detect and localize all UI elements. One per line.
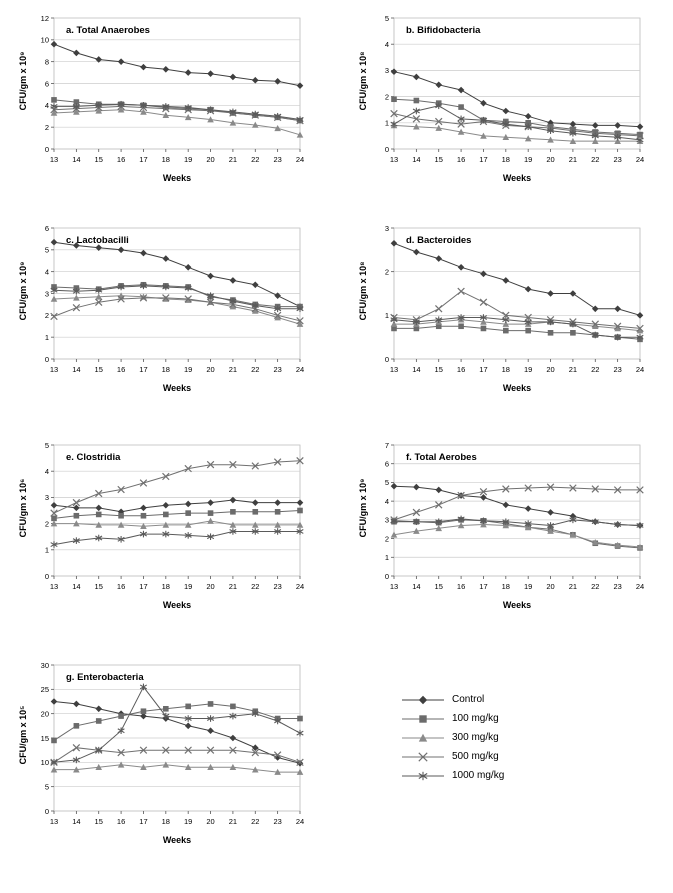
legend-item (400, 747, 504, 766)
legend-label: 100 mg/kg (452, 713, 499, 724)
svg-text:14: 14 (72, 365, 81, 374)
y-axis-label-c: CFU/gm x 10⁹ (18, 261, 28, 320)
svg-text:2: 2 (384, 267, 389, 277)
svg-text:24: 24 (295, 582, 305, 591)
svg-text:24: 24 (635, 582, 645, 591)
svg-text:4: 4 (44, 467, 49, 476)
x-axis-label-c: Weeks (162, 383, 192, 393)
svg-text:4: 4 (44, 267, 49, 277)
svg-text:17: 17 (139, 365, 148, 374)
y-axis-label-f: CFU/gm x 10⁹ (358, 478, 368, 537)
series-point (414, 98, 420, 104)
series-point (391, 96, 397, 102)
svg-text:22: 22 (251, 155, 260, 164)
svg-text:16: 16 (116, 582, 126, 591)
svg-text:21: 21 (228, 365, 238, 374)
svg-text:22: 22 (591, 155, 600, 164)
series-point (163, 706, 169, 712)
chart-title-e: e. Clostridia (66, 452, 121, 463)
svg-text:15: 15 (434, 365, 443, 374)
svg-text:10: 10 (40, 758, 49, 768)
svg-text:5: 5 (44, 440, 49, 450)
series-point (185, 510, 191, 516)
svg-text:1: 1 (384, 553, 389, 563)
svg-text:19: 19 (524, 155, 533, 164)
series-point (230, 704, 236, 710)
svg-text:3: 3 (384, 515, 389, 525)
chart-panel-d (348, 218, 648, 417)
svg-text:4: 4 (44, 101, 49, 111)
series-point (503, 328, 509, 334)
svg-text:17: 17 (139, 817, 148, 826)
svg-text:15: 15 (94, 155, 103, 164)
y-axis-label-a: CFU/gm x 10⁹ (18, 51, 28, 110)
svg-text:0: 0 (384, 354, 389, 364)
svg-text:23: 23 (613, 582, 622, 591)
svg-text:13: 13 (49, 817, 59, 826)
chart-title-b: b. Bifidobacteria (406, 25, 481, 36)
svg-text:18: 18 (161, 582, 170, 591)
chart-panel-f (348, 435, 648, 634)
x-axis-label-e: Weeks (162, 600, 192, 610)
svg-text:14: 14 (412, 582, 421, 591)
svg-text:0: 0 (44, 571, 49, 581)
series-point (525, 328, 531, 334)
legend-item (400, 690, 504, 709)
series-point (96, 718, 102, 724)
triangle-marker-icon (400, 731, 446, 745)
svg-text:17: 17 (479, 155, 488, 164)
series-point (252, 509, 258, 515)
series-point (297, 508, 303, 514)
chart-title-d: d. Bacteroides (406, 235, 472, 246)
svg-text:13: 13 (389, 155, 399, 164)
svg-text:20: 20 (546, 365, 555, 374)
svg-text:8: 8 (44, 57, 49, 67)
series-point (74, 513, 80, 519)
svg-text:14: 14 (72, 155, 81, 164)
svg-text:22: 22 (591, 365, 600, 374)
svg-text:13: 13 (49, 365, 59, 374)
svg-text:16: 16 (456, 365, 466, 374)
svg-text:20: 20 (206, 817, 215, 826)
svg-text:4: 4 (384, 40, 389, 49)
series-point (297, 716, 303, 722)
series-point (185, 704, 191, 710)
svg-text:4: 4 (384, 496, 389, 506)
series-point (96, 512, 102, 518)
series-point (275, 509, 281, 515)
svg-text:19: 19 (184, 155, 193, 164)
x-axis-label-d: Weeks (502, 383, 532, 393)
svg-text:19: 19 (184, 365, 193, 374)
plot-area-e (8, 435, 308, 620)
svg-text:20: 20 (40, 709, 49, 719)
svg-text:20: 20 (206, 365, 215, 374)
svg-text:18: 18 (161, 365, 170, 374)
series-point (458, 104, 464, 110)
svg-text:5: 5 (384, 478, 389, 488)
series-point (141, 708, 147, 714)
plot-area-c (8, 218, 308, 403)
svg-text:0: 0 (384, 571, 389, 581)
svg-text:22: 22 (251, 582, 260, 591)
series-point (208, 701, 214, 707)
svg-text:20: 20 (546, 582, 555, 591)
svg-text:16: 16 (116, 155, 126, 164)
svg-text:25: 25 (40, 685, 49, 695)
svg-text:14: 14 (72, 817, 81, 826)
svg-text:18: 18 (161, 155, 170, 164)
series-point (548, 330, 554, 336)
star-marker-icon (400, 769, 446, 783)
svg-text:24: 24 (635, 365, 645, 374)
plot-area-f (348, 435, 648, 620)
svg-text:24: 24 (295, 817, 305, 826)
series-point (51, 97, 57, 103)
svg-text:22: 22 (251, 365, 260, 374)
svg-text:17: 17 (139, 582, 148, 591)
svg-text:19: 19 (524, 582, 533, 591)
chart-panel-c (8, 218, 308, 417)
chart-title-f: f. Total Aerobes (406, 452, 477, 463)
svg-text:3: 3 (44, 493, 49, 503)
svg-text:23: 23 (613, 365, 622, 374)
chart-panel-b (348, 8, 648, 207)
svg-text:21: 21 (568, 155, 578, 164)
svg-text:17: 17 (479, 365, 488, 374)
svg-text:2: 2 (384, 534, 389, 544)
svg-text:12: 12 (40, 13, 49, 23)
svg-text:30: 30 (40, 660, 49, 670)
chart-title-a: a. Total Anaerobes (66, 25, 150, 36)
y-axis-label-d: CFU/gm x 10⁸ (358, 261, 368, 320)
svg-text:20: 20 (546, 155, 555, 164)
series-point (118, 513, 124, 519)
series-point (118, 713, 124, 719)
diamond-marker-icon (400, 693, 446, 707)
series-point (51, 738, 57, 744)
svg-text:1: 1 (384, 311, 389, 321)
svg-text:13: 13 (49, 155, 59, 164)
x-axis-label-a: Weeks (162, 173, 192, 183)
svg-text:15: 15 (434, 155, 443, 164)
svg-text:6: 6 (44, 79, 49, 89)
svg-text:17: 17 (139, 155, 148, 164)
svg-text:23: 23 (273, 365, 282, 374)
svg-text:13: 13 (49, 582, 59, 591)
svg-text:20: 20 (206, 582, 215, 591)
svg-text:23: 23 (273, 582, 282, 591)
svg-text:14: 14 (72, 582, 81, 591)
svg-text:16: 16 (456, 155, 466, 164)
chart-title-g: g. Enterobacteria (66, 672, 144, 683)
svg-text:0: 0 (384, 144, 389, 154)
svg-text:21: 21 (228, 817, 238, 826)
svg-text:18: 18 (161, 817, 170, 826)
svg-text:16: 16 (116, 365, 126, 374)
legend-item (400, 728, 504, 747)
legend-label: 1000 mg/kg (452, 770, 505, 781)
svg-text:19: 19 (524, 365, 533, 374)
svg-text:15: 15 (40, 733, 49, 743)
svg-text:13: 13 (389, 582, 399, 591)
svg-text:15: 15 (94, 582, 103, 591)
svg-text:3: 3 (384, 223, 389, 233)
svg-text:2: 2 (44, 519, 49, 529)
svg-text:18: 18 (501, 155, 510, 164)
y-axis-label-g: CFU/gm x 10⁵ (18, 705, 28, 765)
svg-text:19: 19 (184, 817, 193, 826)
series-point (74, 723, 80, 729)
svg-text:21: 21 (228, 155, 238, 164)
svg-text:6: 6 (44, 223, 49, 233)
svg-text:0: 0 (44, 354, 49, 364)
svg-text:16: 16 (456, 582, 466, 591)
x-axis-label-g: Weeks (162, 835, 192, 845)
svg-text:24: 24 (635, 155, 645, 164)
svg-text:22: 22 (251, 817, 260, 826)
plot-area-b (348, 8, 648, 193)
svg-text:15: 15 (94, 817, 103, 826)
series-point (458, 323, 464, 329)
svg-text:5: 5 (384, 13, 389, 23)
svg-text:17: 17 (479, 582, 488, 591)
series-point (230, 509, 236, 515)
x-marker-icon (400, 750, 446, 764)
x-axis-label-b: Weeks (502, 173, 532, 183)
svg-text:14: 14 (412, 155, 421, 164)
svg-text:14: 14 (412, 365, 421, 374)
svg-text:1: 1 (384, 118, 389, 128)
legend-label: 500 mg/kg (452, 751, 499, 762)
svg-text:23: 23 (273, 817, 282, 826)
svg-text:21: 21 (568, 582, 578, 591)
svg-text:19: 19 (184, 582, 193, 591)
chart-title-c: c. Lactobacilli (66, 235, 129, 246)
y-axis-label-b: CFU/gm x 10⁸ (358, 51, 368, 110)
series-point (141, 513, 147, 519)
square-marker-icon (400, 712, 446, 726)
legend-item (400, 766, 504, 785)
svg-text:5: 5 (44, 782, 49, 792)
chart-panel-e (8, 435, 308, 634)
legend-item (400, 709, 504, 728)
series-point (481, 326, 487, 332)
svg-text:3: 3 (384, 66, 389, 76)
svg-text:10: 10 (40, 35, 49, 45)
svg-text:22: 22 (591, 582, 600, 591)
svg-text:2: 2 (44, 122, 49, 132)
svg-text:16: 16 (116, 817, 126, 826)
svg-text:15: 15 (434, 582, 443, 591)
plot-area-g (8, 655, 308, 855)
x-axis-label-f: Weeks (502, 600, 532, 610)
svg-text:3: 3 (44, 289, 49, 299)
plot-area-d (348, 218, 648, 403)
svg-text:6: 6 (384, 459, 389, 469)
series-point (208, 510, 214, 516)
chart-panel-g (8, 655, 308, 869)
series-point (570, 330, 576, 336)
svg-text:2: 2 (384, 92, 389, 102)
svg-text:23: 23 (273, 155, 282, 164)
svg-text:13: 13 (389, 365, 399, 374)
svg-text:23: 23 (613, 155, 622, 164)
svg-text:21: 21 (568, 365, 578, 374)
svg-text:2: 2 (44, 311, 49, 321)
legend-label: 300 mg/kg (452, 732, 499, 743)
svg-text:1: 1 (44, 545, 49, 555)
svg-text:7: 7 (384, 440, 389, 450)
svg-text:0: 0 (44, 806, 49, 816)
svg-text:21: 21 (228, 582, 238, 591)
svg-text:18: 18 (501, 365, 510, 374)
svg-text:18: 18 (501, 582, 510, 591)
series-point (163, 512, 169, 518)
svg-text:0: 0 (44, 144, 49, 154)
svg-text:1: 1 (44, 332, 49, 342)
plot-area-a (8, 8, 308, 193)
legend-label: Control (452, 694, 485, 705)
svg-text:20: 20 (206, 155, 215, 164)
svg-text:15: 15 (94, 365, 103, 374)
y-axis-label-e: CFU/gm x 10⁶ (18, 478, 28, 537)
svg-text:24: 24 (295, 365, 305, 374)
chart-panel-a (8, 8, 308, 207)
legend (400, 690, 504, 785)
svg-text:5: 5 (44, 245, 49, 255)
svg-text:24: 24 (295, 155, 305, 164)
